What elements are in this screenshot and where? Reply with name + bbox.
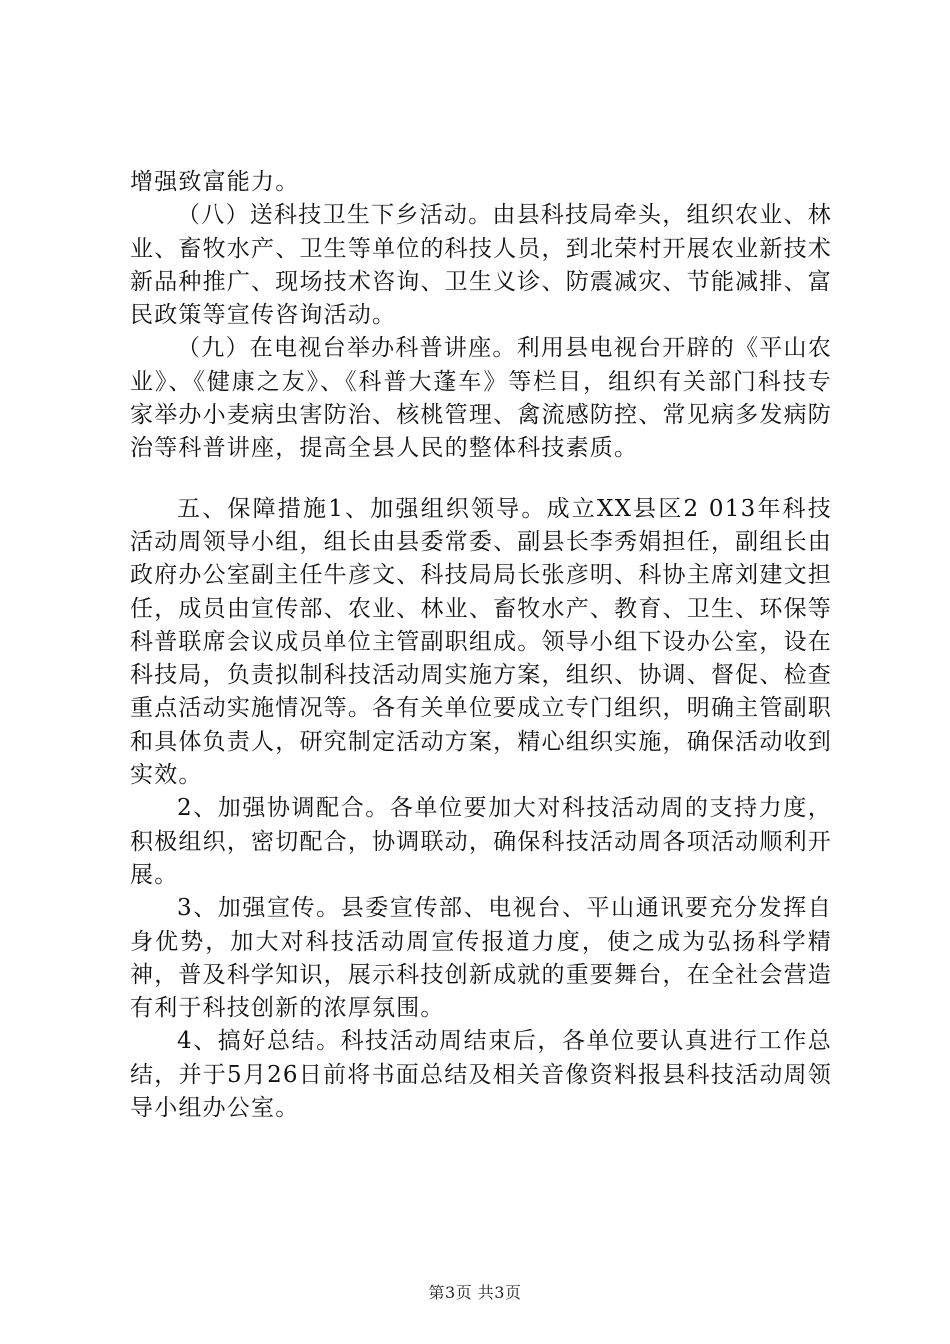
paragraph-safeguards: 五、保障措施1、加强组织领导。成立XX县区2 013年科技活动周领导小组，组长由县委常委、副县长李秀娟担任，副组长由政府办公室副主任牛彦文、科技局局长张彦明、科协主席刘建文担任，成员由宣传部、农业、林业、畜牧水产、教育、卫生、环保等科普联席会议成员单位主管副职组成。领导小组下设办公室，设在科技局，负责拟制科技活动周实施方案，组织、协调、督促、检查重点活动实施情况等。各有关单位要成立专门组织，明确主管副职和具体负责人，研究制定活动方案，精心组织实施，确保活动收到实效。 — [130, 495, 832, 789]
paragraph-item-9: （九）在电视台举办科普讲座。利用县电视台开辟的《平山农业》、《健康之友》、《科普大蓬车》等栏目，组织有关部门科技专家举办小麦病虫害防治、核桃管理、禽流感防控、常见病多发病防治等科普讲座，提高全县人民的整体科技素质。 — [130, 335, 832, 462]
paragraph-publicity: 3、加强宣传。县委宣传部、电视台、平山通讯要充分发挥自身优势，加大对科技活动周宣传报道力度，使之成为弘扬科学精神，普及科学知识，展示科技创新成就的重要舞台，在全社会营造有利于科技创新的浓厚氛围。 — [130, 895, 832, 1022]
paragraph-continuation: 增强致富能力。 — [130, 169, 300, 195]
paragraph-item-8: （八）送科技卫生下乡活动。由县科技局牵头，组织农业、林业、畜牧水产、卫生等单位的科技人员，到北荣村开展农业新技术新品种推广、现场技术咨询、卫生义诊、防震减灾、节能减排、富民政策等宣传咨询活动。 — [130, 202, 832, 329]
paragraph-summary: 4、搞好总结。科技活动周结束后，各单位要认真进行工作总结，并于5月26日前将书面总结及相关音像资料报县科技活动周领导小组办公室。 — [130, 1028, 832, 1122]
page-number-footer: 第3页 共3页 — [428, 1283, 522, 1302]
paragraph-coordination: 2、加强协调配合。各单位要加大对科技活动周的支持力度，积极组织，密切配合，协调联动，确保科技活动周各项活动顺利开展。 — [130, 795, 832, 888]
document-body — [130, 166, 832, 1125]
